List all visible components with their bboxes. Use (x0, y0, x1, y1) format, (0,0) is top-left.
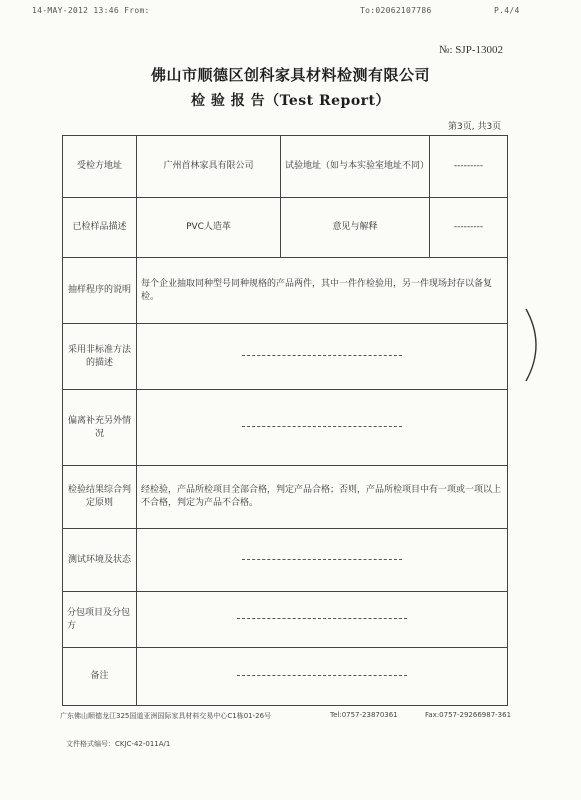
document-number: №: SJP-13002 (439, 44, 503, 56)
table-row (63, 529, 508, 592)
test-environment-value (137, 529, 508, 592)
client-address-value: 广州首林家具有限公司 (137, 136, 281, 198)
conclusion-principle-label: 检验结果综合判定原则 (63, 466, 137, 529)
sample-description-label: 已检样品描述 (63, 198, 137, 258)
table-row (63, 648, 508, 706)
client-address-label: 受检方地址 (63, 136, 137, 198)
sampling-procedure-label: 抽样程序的说明 (63, 258, 137, 324)
report-table (62, 135, 508, 706)
table-row (63, 466, 508, 529)
opinion-label: 意见与解释 (281, 198, 430, 258)
scan-mark-bracket (520, 305, 550, 385)
subcontract-label: 分包项目及分包方 (63, 592, 137, 648)
footer-tel: Tel:0757-23870361 (330, 711, 398, 719)
remarks-value (137, 648, 508, 706)
deviation-label: 偏离补充另外情况 (63, 390, 137, 466)
test-site-label: 试验地址（如与本实验室地址不同） (281, 136, 430, 198)
test-environment-label: 测试环境及状态 (63, 529, 137, 592)
footer-address: 广东佛山顺德龙江325国道亚洲国际家具材料交易中心C1栋01-26号 (60, 712, 272, 720)
conclusion-principle-value: 经检验，产品所检项目全部合格，判定产品合格；否则，产品所检项目中有一项或一项以上不合格，判定为产品不合格。 (137, 466, 508, 529)
sample-description-value: PVC人造革 (137, 198, 281, 258)
opinion-value: --------- (430, 198, 508, 258)
nonstandard-method-label: 采用非标准方法的描述 (63, 324, 137, 390)
fax-header-sender: 14-MAY-2012 13:46 From: (32, 6, 150, 15)
table-row (63, 324, 508, 390)
deviation-value (137, 390, 508, 466)
page-indicator: 第3页, 共3页 (448, 122, 502, 132)
footer-fax: Fax:0757-29266987-361 (425, 711, 512, 719)
table-row (63, 390, 508, 466)
table-row (63, 198, 508, 258)
fax-header-page: P.4/4 (494, 6, 520, 15)
table-row (63, 592, 508, 648)
report-title: 检 验 报 告（Test Report） (190, 93, 391, 109)
table-row (63, 258, 508, 324)
fax-header-recipient: To:02062107786 (360, 6, 432, 15)
subcontract-value (137, 592, 508, 648)
sampling-procedure-value: 每个企业抽取同种型号同种规格的产品两件，其中一件作检验用，另一件现场封存以备复检。 (137, 258, 508, 324)
company-name: 佛山市顺德区创科家具材料检测有限公司 (150, 66, 430, 84)
nonstandard-method-value (137, 324, 508, 390)
remarks-label: 备注 (63, 648, 137, 706)
test-site-value: --------- (430, 136, 508, 198)
table-row (63, 136, 508, 198)
form-number: 文件格式编号：CKJC-42-011A/1 (66, 740, 171, 748)
